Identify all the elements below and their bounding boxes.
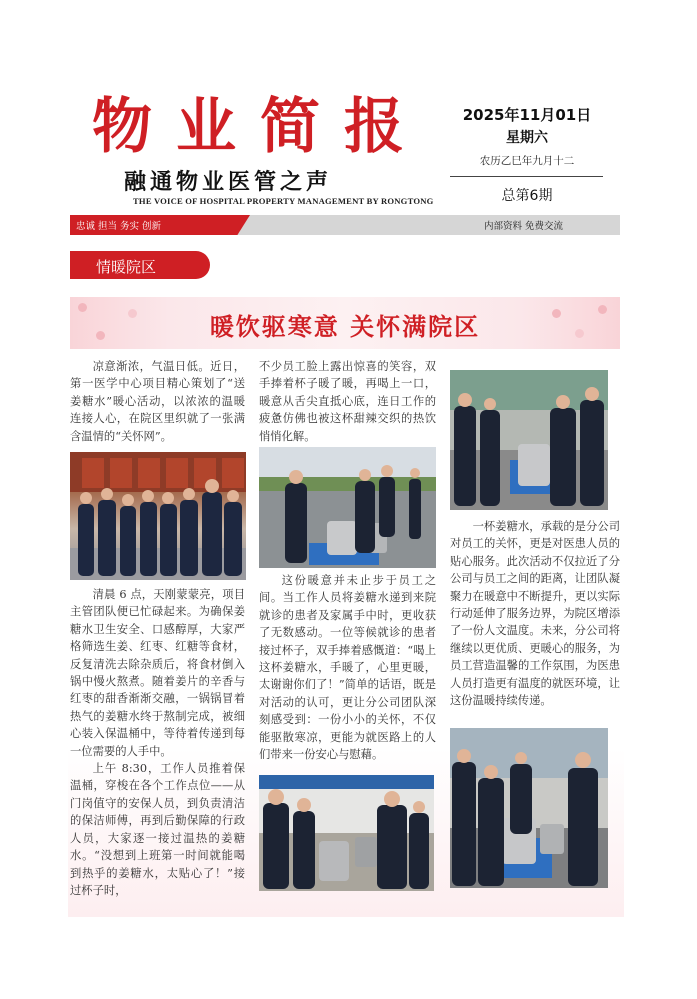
team-photo bbox=[70, 452, 246, 580]
newsletter-subtitle: 融通物业医管之声 bbox=[124, 170, 333, 195]
article-column-1-bottom bbox=[70, 586, 245, 899]
serving-guards-photo bbox=[450, 728, 608, 888]
article-paragraph: 清晨 6 点，天刚蒙蒙亮，项目主管团队便已忙碌起来。为确保姜糖水卫生安全、口感醇厚，大家严格筛选生姜、红枣、红糖等食材，反复清洗去除杂质后，将食材倒入锅中慢火熬煮。随着姜片的辛香与红枣的甜香渐渐交融，一锅锅冒着热气的姜糖水终于熬制完成，被细心装入保温桶中，等待着传递到每一位需要的人手中。 bbox=[70, 588, 245, 758]
article-paragraph: 凉意渐浓，气温日低。近日，第一医学中心项目精心策划了“送姜糖水”暖心活动，以浓浓的温暖连接人心，在院区里织就了一张满含温情的“关怀网”。 bbox=[70, 360, 245, 443]
issue-date: 2025年11月01日 bbox=[462, 106, 592, 124]
lunar-date: 农历乙巳年九月十二 bbox=[479, 155, 575, 167]
serving-lobby-illustration bbox=[259, 775, 434, 891]
article-paragraph: 上午 8:30，工作人员推着保温桶，穿梭在各个工作点位——从门岗值守的安保人员，到负责清洁的保洁师傅，再到后勤保障的行政人员，大家逐一接过温热的姜糖水。“没想到上班第一时间就能喝到热乎的姜糖水，太贴心了！”接过杯子时， bbox=[70, 762, 245, 897]
article-column-2-bottom bbox=[259, 572, 436, 763]
issue-weekday: 星期六 bbox=[506, 130, 548, 146]
section-tab-label: 情暖院区 bbox=[96, 258, 157, 276]
serving-cart-photo bbox=[450, 370, 608, 510]
article-column-2-top bbox=[259, 358, 436, 445]
serving-lobby-photo bbox=[259, 775, 434, 891]
motto-text: 忠诚 担当 务实 创新 bbox=[76, 221, 162, 232]
article-paragraph: 这份暖意并未止步于员工之间。当工作人员将姜糖水递到来院就诊的患者及家属手中时，更收获了无数感动。一位等候就诊的患者接过杯子，双手捧着感慨道：“喝上这杯姜糖水，手暖了，心里更暖，太谢谢你们了！”简单的话语，既是对活动的认可，更让分公司团队深刻感受到：一份小小的关怀，不仅能驱散寒凉，更能为就医路上的人们带来一份安心与慰藉。 bbox=[259, 574, 436, 762]
serving-outdoor-photo bbox=[259, 447, 436, 568]
masthead-divider bbox=[450, 176, 603, 177]
team-photo-illustration bbox=[70, 452, 246, 580]
article-paragraph: 一杯姜糖水，承载的是分公司对员工的关怀，更是对医患人员的贴心服务。此次活动不仅拉近了分公司与员工之间的距离，让团队凝聚力在暖意中不断提升，更以实际行动延伸了服务边界，为院区增添了一份人文温度。未来，分公司将继续以更优质、更暖心的服务，为员工营造温馨的工作氛围，为医患人员打造更有温度的就医环境，让这份温暖持续传递。 bbox=[450, 520, 620, 708]
article-column-1-top bbox=[70, 358, 245, 445]
serving-cart-illustration bbox=[450, 370, 608, 510]
newsletter-title: 物业简报 bbox=[92, 92, 428, 162]
article-column-3 bbox=[450, 518, 620, 709]
serving-outdoor-illustration bbox=[259, 447, 436, 568]
article-headline: 暖饮驱寒意 关怀满院区 bbox=[209, 313, 481, 341]
issue-number: 总第6期 bbox=[501, 188, 553, 204]
newsletter-subtitle-en: THE VOICE OF HOSPITAL PROPERTY MANAGEMENT BY RONGTONG bbox=[133, 196, 434, 206]
serving-guards-illustration bbox=[450, 728, 608, 888]
article-paragraph: 不少员工脸上露出惊喜的笑容，双手捧着杯子暖了暖，再喝上一口，暖意从舌尖直抵心底，连日工作的疲惫仿佛也被这杯甜辣交织的热饮悄悄化解。 bbox=[259, 360, 436, 443]
distribution-notice: 内部资料 免费交流 bbox=[484, 221, 564, 232]
